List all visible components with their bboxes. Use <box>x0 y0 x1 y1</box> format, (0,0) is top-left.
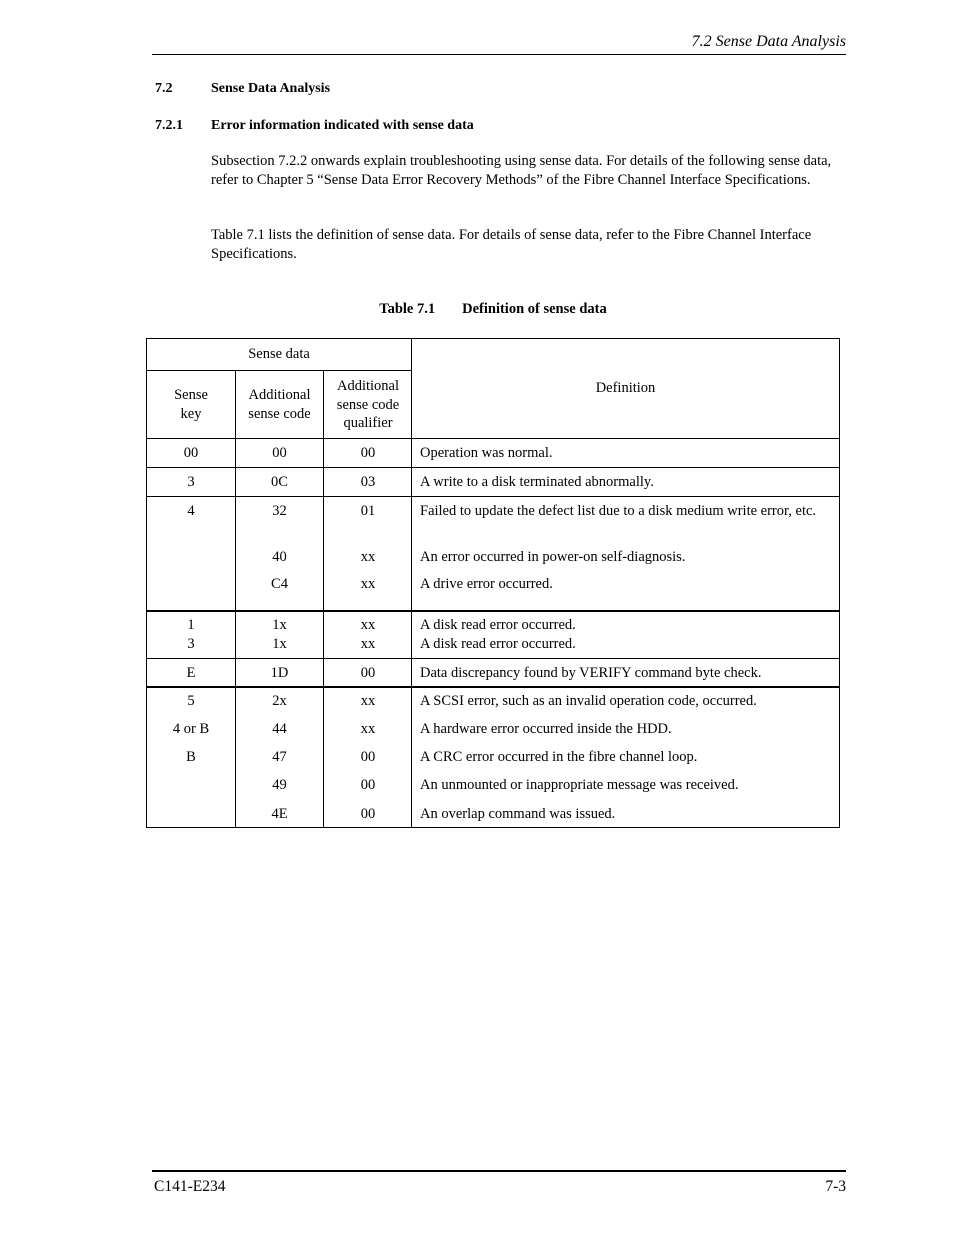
table-cell-code: 49 <box>272 777 287 793</box>
table-cell-qualifier: xx <box>360 549 376 565</box>
section-title: Sense Data Analysis <box>211 81 331 96</box>
table-cell-definition: Data discrepancy found by VERIFY command byte check. <box>420 665 762 681</box>
table-cell-definition: A write to a disk terminated abnormally. <box>420 474 654 490</box>
section-number: 7.2 <box>155 81 173 96</box>
header-sense-key-line1: Sense <box>174 387 208 403</box>
table-cell-code: 44 <box>272 721 287 737</box>
header-qualifier <box>324 377 412 433</box>
table-cell-code: 0C <box>271 474 288 490</box>
table-cell-code: C4 <box>271 576 288 592</box>
running-header: 7.2 Sense Data Analysis <box>691 33 846 50</box>
table-cell-code: 2x <box>272 693 287 709</box>
table-cell-definition: Failed to update the defect list due to a disk medium write error, etc. <box>420 503 817 519</box>
table-cell-definition: A disk read error occurred. <box>420 617 576 633</box>
table-cell-code: 32 <box>272 503 287 519</box>
header-sense-data: Sense data <box>248 346 310 362</box>
table-cell-code: 47 <box>272 749 287 765</box>
header-rule <box>152 54 846 55</box>
table-cell-code: 40 <box>272 549 287 565</box>
table-hline-header <box>147 438 839 439</box>
table-cell-key: E <box>186 665 196 681</box>
paragraph-2: Table 7.1 lists the definition of sense data. For details of sense data, refer to the Fibre Channel Interface Specifications. <box>211 227 812 262</box>
table-caption-number: Table 7.1 <box>379 301 436 317</box>
table-cell-qualifier: 03 <box>360 474 376 490</box>
footer-rule <box>152 1170 846 1172</box>
table-cell-definition: A hardware error occurred inside the HDD. <box>420 721 672 737</box>
table-cell-qualifier: 00 <box>360 749 376 765</box>
table-cell-qualifier: xx <box>360 576 376 592</box>
table-hline-group <box>147 370 412 371</box>
header-qualifier-line3: qualifier <box>343 415 393 431</box>
sense-data-table <box>146 338 840 828</box>
header-qualifier-line2: sense code <box>336 396 400 413</box>
table-cell-qualifier: xx <box>360 693 376 709</box>
header-sense-code-line2: sense code <box>248 405 311 422</box>
table-cell-key: 1 <box>187 617 195 633</box>
table-cell-qualifier: 00 <box>360 665 376 681</box>
table-cell-definition: A SCSI error, such as an invalid operation code, occurred. <box>420 693 757 709</box>
header-sense-code <box>235 386 324 423</box>
table-cell-code: 1x <box>272 617 287 633</box>
table-cell-qualifier: xx <box>360 721 376 737</box>
table-hline-row2 <box>147 496 839 497</box>
table-cell-definition: An unmounted or inappropriate message was received. <box>420 777 739 793</box>
table-cell-definition: A disk read error occurred. <box>420 636 576 652</box>
table-hline-row5 <box>147 686 839 688</box>
table-cell-code: 1x <box>272 636 287 652</box>
table-cell-code: 1D <box>270 665 289 681</box>
header-sense-code-line1: Additional <box>248 387 311 403</box>
table-cell-qualifier: 00 <box>360 806 376 822</box>
table-cell-code: 00 <box>272 445 287 461</box>
table-cell-qualifier: xx <box>360 636 376 652</box>
footer-doc-code: C141-E234 <box>154 1178 226 1195</box>
table-cell-qualifier: 00 <box>360 777 376 793</box>
table-cell-key: 3 <box>187 636 195 652</box>
header-qualifier-line1: Additional <box>336 378 400 394</box>
header-sense-key-line2: key <box>180 405 202 422</box>
table-caption <box>146 300 840 318</box>
table-cell-key: 3 <box>187 474 195 490</box>
table-cell-qualifier: 01 <box>360 503 376 519</box>
table-cell-qualifier: xx <box>360 617 376 633</box>
paragraph-1: Subsection 7.2.2 onwards explain troubleshooting using sense data. For details of the following sense data, refer to Chapter 5 “Sense Data Error Recovery Methods” of the Fibre Channel Interface Specifications. <box>211 153 832 188</box>
table-cell-definition: A drive error occurred. <box>420 576 553 592</box>
table-cell-definition: A CRC error occurred in the fibre channel loop. <box>420 749 698 765</box>
table-cell-key: 00 <box>183 445 199 461</box>
table-cell-definition: Operation was normal. <box>420 445 553 461</box>
table-cell-key: 4 <box>187 503 195 519</box>
subsection-number: 7.2.1 <box>155 118 183 133</box>
table-caption-title: Definition of sense data <box>462 301 607 317</box>
table-hline-row3 <box>147 610 839 612</box>
table-cell-definition: An error occurred in power-on self-diagnosis. <box>420 549 686 565</box>
header-sense-key <box>147 386 235 423</box>
table-cell-key: 5 <box>187 693 195 709</box>
table-hline-row1 <box>147 467 839 468</box>
header-definition: Definition <box>595 380 656 396</box>
table-cell-key: 4 or B <box>172 721 210 737</box>
table-cell-qualifier: 00 <box>360 445 376 461</box>
table-hline-row4 <box>147 658 839 659</box>
table-cell-definition: An overlap command was issued. <box>420 806 616 822</box>
footer-page-number: 7-3 <box>825 1178 846 1195</box>
subsection-title: Error information indicated with sense data <box>211 118 474 133</box>
table-cell-key: B <box>186 749 196 765</box>
table-cell-code: 4E <box>271 806 288 822</box>
